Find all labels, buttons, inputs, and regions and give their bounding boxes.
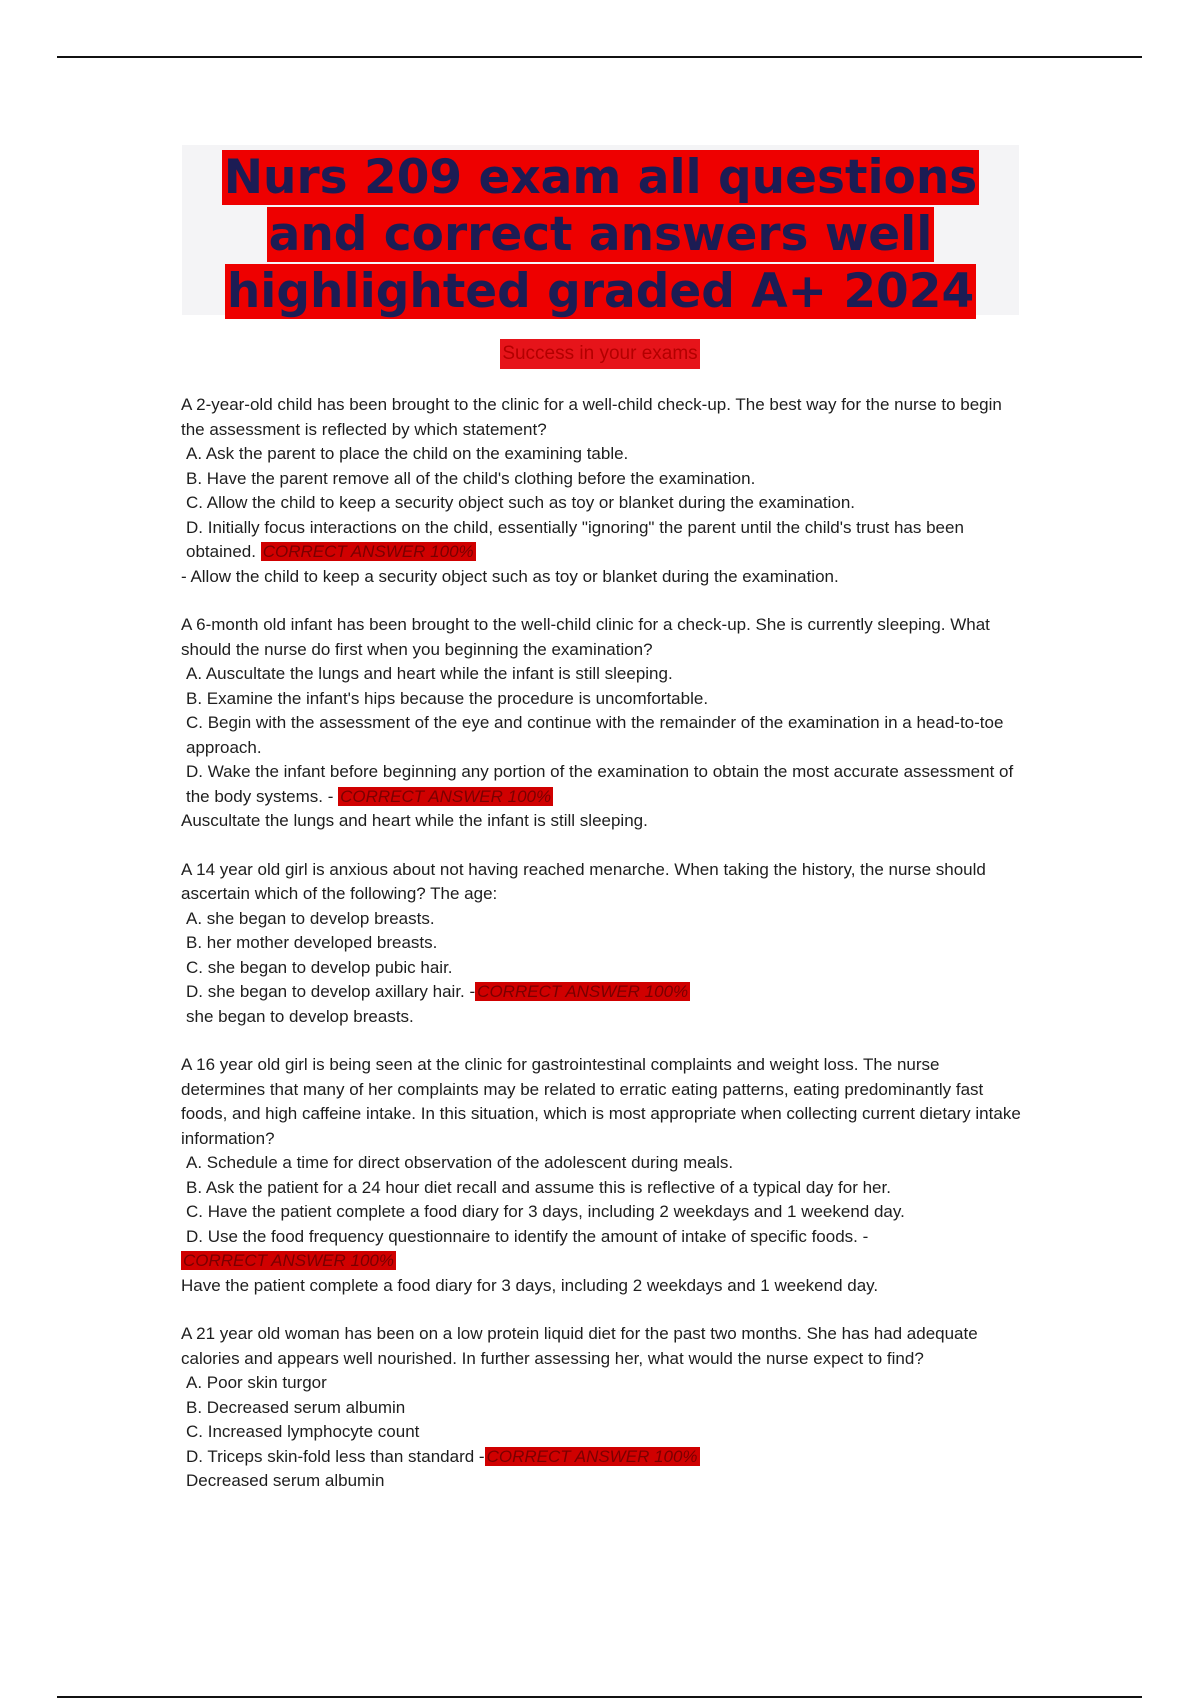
tagline: Success in your exams [500, 339, 699, 369]
correct-answer-badge: CORRECT ANSWER 100% [486, 1446, 698, 1466]
option-a: A. Auscultate the lungs and heart while the infant is still sleeping. [186, 664, 673, 683]
option-d [181, 516, 1026, 565]
correct-answer-text: she began to develop breasts. [186, 1006, 414, 1026]
option-a: A. she began to develop breasts. [186, 908, 435, 928]
option-a: A. Poor skin turgor [186, 1373, 327, 1392]
badge-line [181, 1249, 1026, 1274]
question-stem: A 16 year old girl is being seen at the clinic for gastrointestinal complaints and weight loss. The nurse determines that many of her complaints may be related to erratic eating patterns, eating predominantly fast foods, and high caffeine intake. In this situation, which is most appropriate when collecting current dietary intake information? [181, 1055, 1021, 1148]
question-stem: A 2-year-old child has been brought to the clinic for a well-child check-up. The best way for the nurse to begin the assessment is reflected by which statement? [181, 395, 1002, 439]
correct-answer-text: Decreased serum albumin [186, 1471, 385, 1490]
option-c: C. Begin with the assessment of the eye and continue with the remainder of the examination in a head-to-toe approach. [186, 713, 1004, 757]
option-d [181, 980, 1026, 1005]
question-1 [181, 393, 1026, 589]
option-c: C. she began to develop pubic hair. [186, 957, 453, 977]
option-b: B. her mother developed breasts. [186, 933, 438, 952]
question-list [181, 393, 1026, 1518]
option-c: C. Allow the child to keep a security object such as toy or blanket during the examination. [186, 493, 856, 512]
option-a: A. Schedule a time for direct observation of the adolescent during meals. [186, 1153, 734, 1172]
option-d-text: D. Initially focus interactions on the child, essentially "ignoring" the parent until the child's trust has been obtained. [186, 517, 964, 561]
option-d [181, 1445, 1026, 1470]
option-b: B. Examine the infant's hips because the procedure is uncomfortable. [186, 688, 709, 708]
question-stem: A 14 year old girl is anxious about not having reached menarche. When taking the history, the nurse should ascertain which of the following? The age: [181, 859, 986, 903]
option-b: B. Decreased serum albumin [186, 1397, 406, 1417]
question-3 [181, 858, 1026, 1030]
option-a: A. Ask the parent to place the child on the examining table. [186, 444, 629, 463]
option-d-text: D. she began to develop axillary hair. - [186, 982, 476, 1001]
correct-answer-badge: CORRECT ANSWER 100% [340, 786, 552, 806]
correct-answer-badge: CORRECT ANSWER 100% [262, 542, 474, 561]
question-5 [181, 1322, 1026, 1494]
title-line-2: and correct answers well [268, 207, 933, 262]
option-c: C. Increased lymphocyte count [186, 1422, 420, 1441]
tagline-row [0, 339, 1200, 369]
question-stem: A 21 year old woman has been on a low protein liquid diet for the past two months. She has had adequate calories and appears well nourished. In further assessing her, what would the nurse expect to find? [181, 1324, 978, 1368]
option-d: D. Use the food frequency questionnaire to identify the amount of intake of specific foods. - [186, 1226, 869, 1246]
question-4 [181, 1053, 1026, 1298]
option-d [181, 760, 1026, 809]
title-line-1: Nurs 209 exam all questions [223, 150, 978, 205]
correct-answer-badge: CORRECT ANSWER 100% [183, 1251, 394, 1270]
option-d-text: D. Wake the infant before beginning any portion of the examination to obtain the most accurate assessment of the body systems. - [186, 762, 1014, 806]
bottom-rule [57, 1696, 1142, 1698]
title-line-3: highlighted graded A+ 2024 [226, 264, 975, 319]
option-c: C. Have the patient complete a food diary for 3 days, including 2 weekdays and 1 weekend day. [186, 1202, 905, 1221]
option-b: B. Ask the patient for a 24 hour diet recall and assume this is reflective of a typical day for her. [186, 1177, 891, 1197]
correct-answer-text: Auscultate the lungs and heart while the infant is still sleeping. [181, 811, 648, 830]
correct-answer-text: - Allow the child to keep a security object such as toy or blanket during the examination. [181, 566, 839, 586]
option-d-text: D. Triceps skin-fold less than standard - [186, 1446, 485, 1466]
title-banner [182, 145, 1019, 319]
question-stem: A 6-month old infant has been brought to the well-child clinic for a check-up. She is currently sleeping. What should the nurse do first when you beginning the examination? [181, 615, 990, 659]
correct-answer-text: Have the patient complete a food diary for 3 days, including 2 weekdays and 1 weekend day. [181, 1275, 879, 1295]
question-2 [181, 613, 1026, 834]
option-b: B. Have the parent remove all of the child's clothing before the examination. [186, 468, 756, 488]
top-rule [57, 56, 1142, 58]
document-title [182, 145, 1019, 320]
correct-answer-badge: CORRECT ANSWER 100% [477, 982, 689, 1001]
